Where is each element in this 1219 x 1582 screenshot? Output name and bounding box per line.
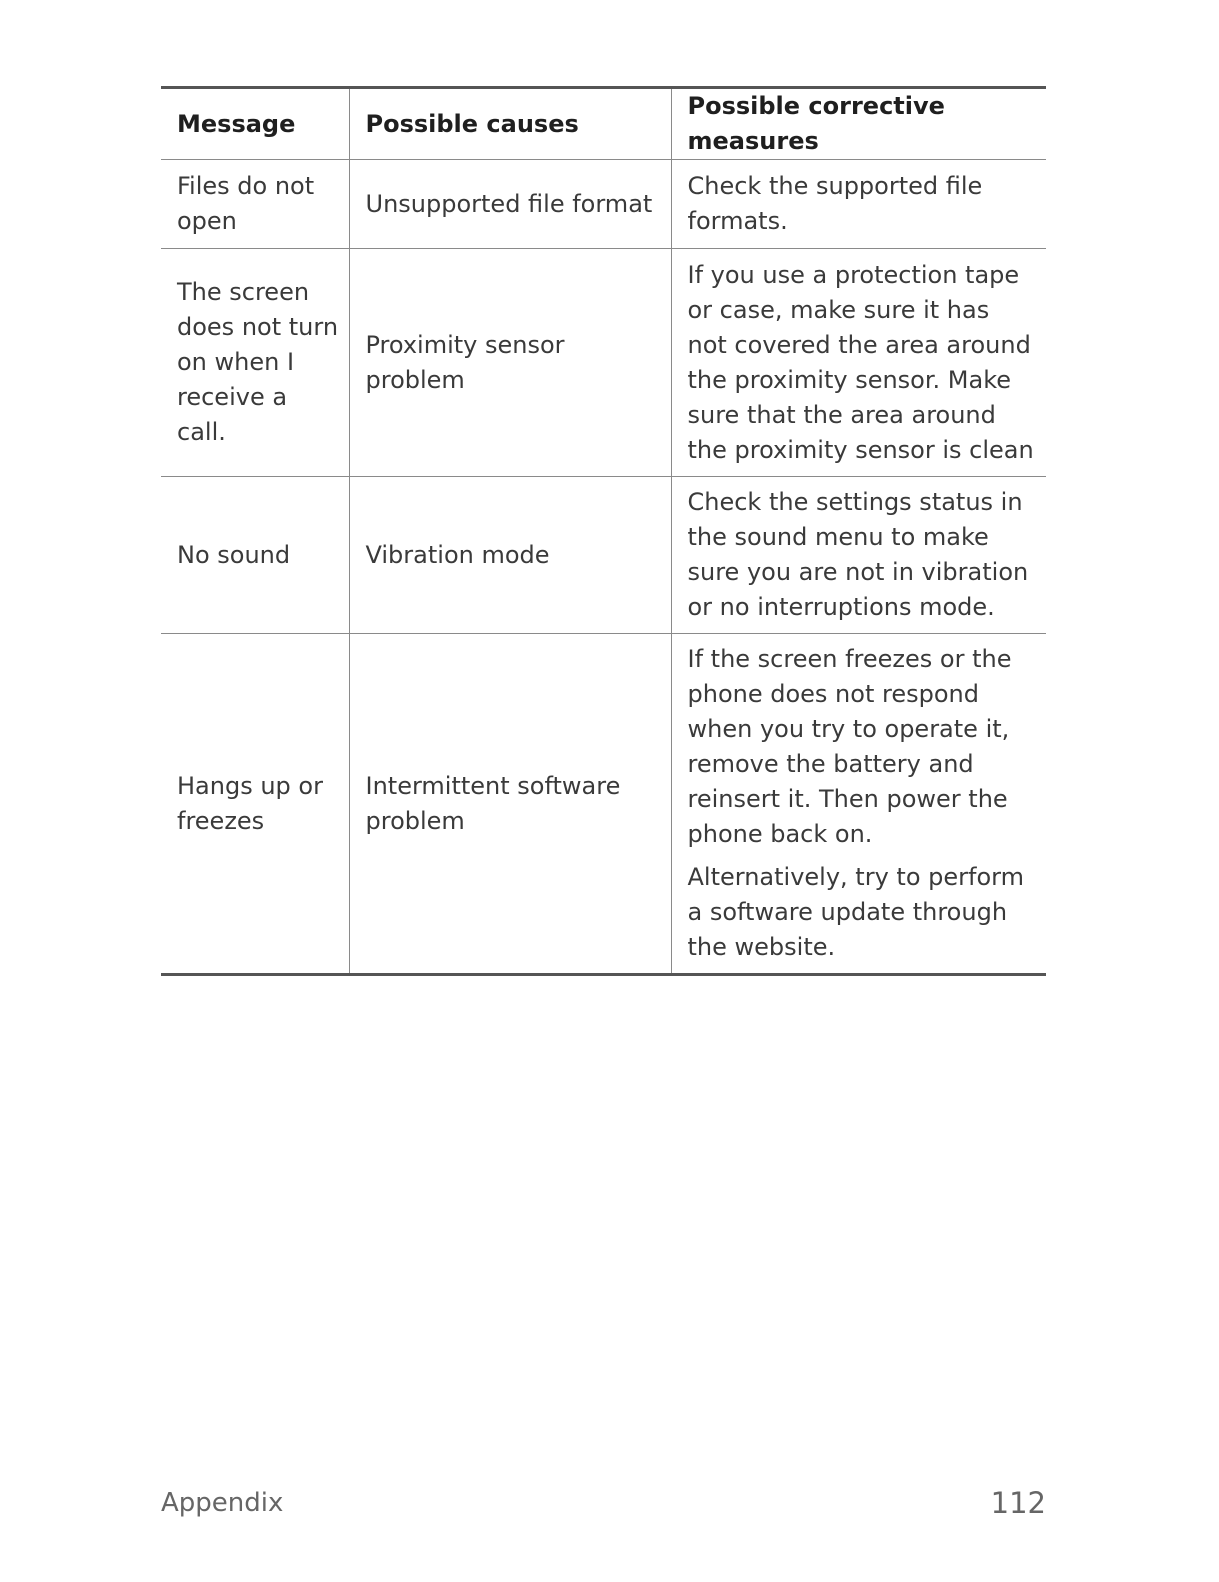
measure-cell bbox=[671, 249, 1046, 477]
cause-cell: Unsupported file format bbox=[349, 160, 671, 249]
measure-paragraph: Check the settings status in the sound menu to make sure you are not in vibration or no interruptions mode. bbox=[687, 488, 1029, 621]
measure-cell bbox=[671, 160, 1046, 249]
header-corrective-measures: Possible corrective measures bbox=[671, 88, 1046, 160]
measure-paragraph: If you use a protection tape or case, make sure it has not covered the area around the proximity sensor. Make sure that the area around the proximity sensor is clean bbox=[687, 260, 1034, 464]
troubleshooting-table bbox=[161, 86, 1046, 976]
table-row bbox=[161, 249, 1046, 477]
message-cell: No sound bbox=[161, 477, 349, 634]
measure-cell bbox=[671, 634, 1046, 975]
message-cell: Files do not open bbox=[161, 160, 349, 249]
footer-section-title: Appendix bbox=[161, 1488, 284, 1518]
message-cell: Hangs up or freezes bbox=[177, 771, 323, 835]
table-row bbox=[161, 477, 1046, 634]
page-number: 112 bbox=[990, 1486, 1046, 1520]
measure-cell bbox=[671, 477, 1046, 634]
measure-paragraph: Check the supported file formats. bbox=[687, 172, 983, 235]
table-row bbox=[161, 634, 1046, 975]
measure-paragraph: Alternatively, try to perform a software update through the website. bbox=[687, 863, 1024, 961]
cause-cell: Intermittent software problem bbox=[349, 634, 671, 975]
header-possible-causes: Possible causes bbox=[349, 88, 671, 160]
header-message: Message bbox=[161, 88, 349, 160]
message-cell: The screen does not turn on when I receive a call. bbox=[161, 249, 349, 477]
cause-cell: Vibration mode bbox=[349, 477, 671, 634]
table-header-row bbox=[161, 88, 1046, 160]
table-row bbox=[161, 160, 1046, 249]
cause-cell: Proximity sensor problem bbox=[349, 249, 671, 477]
measure-paragraph: If the screen freezes or the phone does not respond when you try to operate it, remove the battery and reinsert it. Then power the phone back on. bbox=[687, 645, 1012, 848]
